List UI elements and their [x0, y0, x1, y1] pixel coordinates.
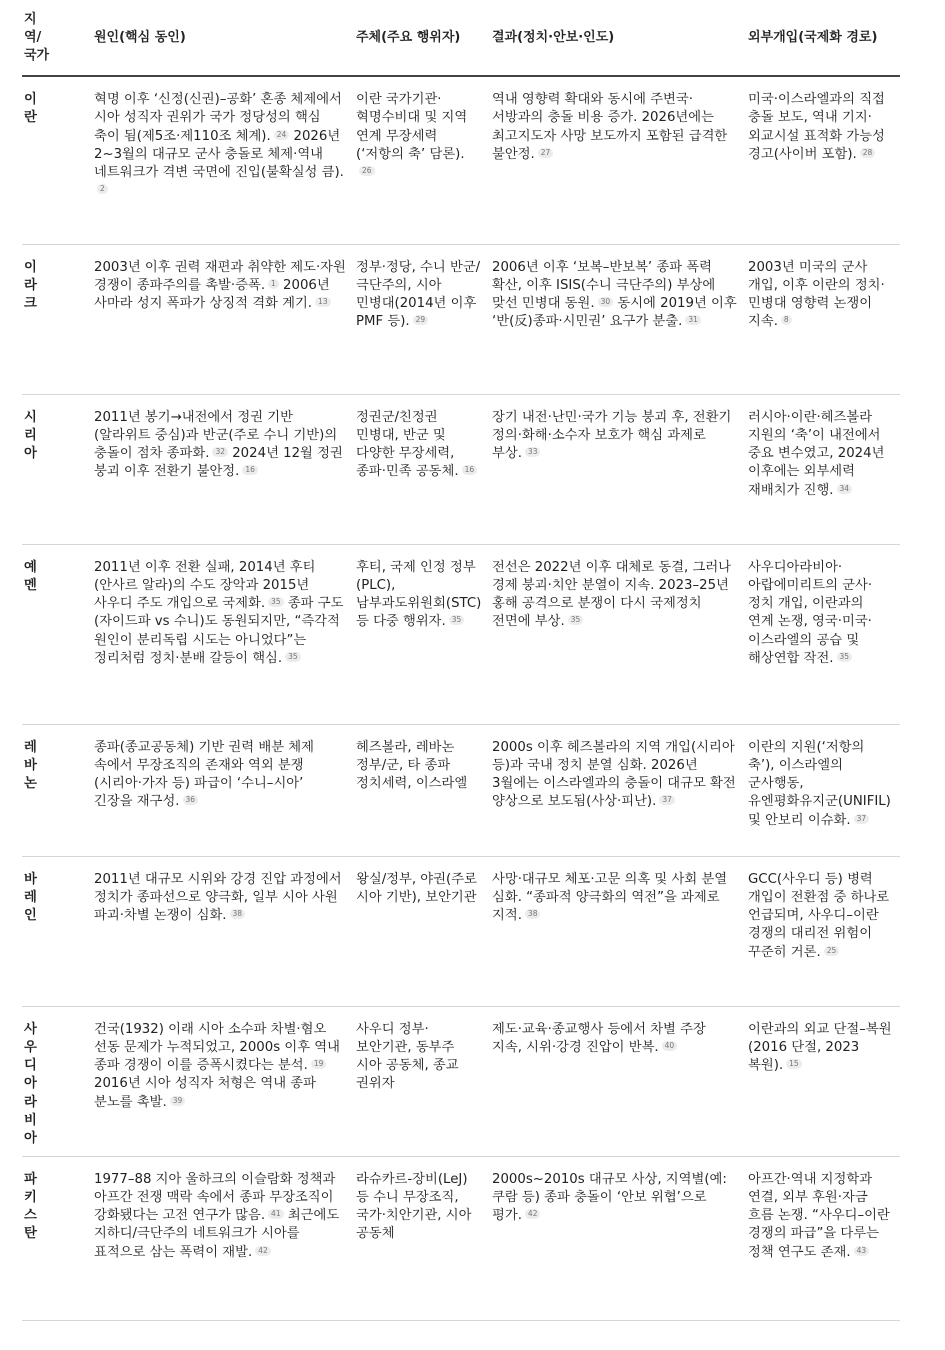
actors-text: 헤즈볼라, 레바논 정부/군, 타 종파 정치세력, 이스라엘 — [356, 739, 468, 792]
cause-cell — [92, 244, 354, 394]
actors-text: 후티, 국제 인정 정부(PLC), 남부과도위원회(STC) 등 다중 행위자. — [356, 559, 482, 630]
citation-badge[interactable]: 35 — [268, 597, 284, 607]
result-cell — [490, 544, 746, 724]
cause-cell — [92, 1006, 354, 1156]
citation-badge[interactable]: 19 — [311, 1059, 327, 1069]
cause-cell — [92, 1156, 354, 1320]
result-text: 동시에 2019년 이후 ‘반(反)종파·시민권’ 요구가 분출. — [492, 296, 737, 330]
citation-badge[interactable]: 13 — [315, 297, 331, 307]
result-text: 역내 영향력 확대와 동시에 주변국·서방과의 충돌 비용 증가. 2026년에는 최고지도자 사망 보도까지 포함된 급격한 불안정. — [492, 92, 728, 162]
citation-badge[interactable]: 30 — [598, 297, 614, 307]
citation-badge[interactable]: 15 — [786, 1059, 802, 1069]
actors-cell — [354, 394, 490, 544]
table-row — [22, 724, 900, 856]
region-name: 이란 — [24, 92, 37, 126]
intervention-text: 미국·이스라엘과의 직접 충돌 보도, 역내 기지·외교시설 표적화 가능성 경고(사이버 포함). — [748, 92, 885, 162]
result-text: 2000s 이후 헤즈볼라의 지역 개입(시리아 등)과 국내 정치 분열 심화. 2026년 3월에는 이스라엘과의 충돌이 대규모 확전 양상으로 보도됨(사상·피난). — [492, 739, 736, 810]
region-cell — [22, 544, 92, 724]
intervention-cell — [746, 724, 900, 856]
citation-badge[interactable]: 25 — [824, 946, 840, 956]
actors-text: 정부·정당, 수니 반군/극단주의, 시아 민병대(2014년 이후 PMF 등). — [356, 259, 481, 330]
intervention-cell — [746, 394, 900, 544]
result-cell — [490, 244, 746, 394]
region-cell — [22, 1006, 92, 1156]
actors-cell — [354, 544, 490, 724]
cause-text: 1977–88 지아 울하크의 이슬람화 정책과 아프간 전쟁 맥락 속에서 종파 무장조직이 강화됐다는 고전 연구가 많음. — [94, 1171, 336, 1224]
intervention-cell — [746, 1006, 900, 1156]
result-cell — [490, 856, 746, 1006]
intervention-text: 러시아·이란·헤즈볼라 지원의 ‘축’이 내전에서 중요 변수였고, 2024년 이후에는 외부세력 재배치가 진행. — [748, 409, 885, 498]
region-name: 시리아 — [24, 409, 37, 462]
region-name: 바레인 — [24, 871, 37, 924]
header-intervention: 외부개입(국제화 경로) — [746, 0, 900, 76]
table-row — [22, 244, 900, 394]
actors-text: 정권군/친정권 민병대, 반군 및 다양한 무장세력, 종파·민족 공동체. — [356, 409, 459, 480]
region-name: 레바논 — [24, 739, 37, 792]
citation-badge[interactable]: 16 — [462, 465, 478, 475]
citation-badge[interactable]: 2 — [97, 184, 108, 194]
result-text: 2000s~2010s 대규모 사상, 지역별(예: 쿠람 등) 종파 충돌이 ‘안보 위협’으로 평가. — [492, 1171, 727, 1224]
citation-badge[interactable]: 42 — [525, 1209, 541, 1219]
citation-badge[interactable]: 35 — [285, 652, 301, 662]
citation-badge[interactable]: 39 — [170, 1096, 186, 1106]
citation-badge[interactable]: 40 — [662, 1041, 678, 1051]
table-body — [22, 76, 900, 1320]
intervention-text: 이란의 지원(‘저항의 축’), 이스라엘의 군사행동, 유엔평화유지군(UNIFIL) 및 안보리 이슈화. — [748, 739, 891, 828]
actors-text: 이란 국가기관·혁명수비대 및 지역 연계 무장세력(‘저항의 축’ 담론). — [356, 92, 468, 162]
region-cell — [22, 1156, 92, 1320]
result-cell — [490, 76, 746, 244]
region-cell — [22, 724, 92, 856]
cause-text: 2024년 12월 정권 붕괴 이후 전환기 불안정. — [94, 446, 343, 480]
cause-cell — [92, 856, 354, 1006]
header-region-label: 지역/국가 — [24, 11, 50, 63]
intervention-cell — [746, 244, 900, 394]
header-result: 결과(정치·안보·인도) — [490, 0, 746, 76]
region-cell — [22, 394, 92, 544]
cause-cell — [92, 76, 354, 244]
cause-text: 종파 구도(자이드파 vs 수니)도 동원되지만, “즉각적 원인이 분리독립 시도는 아니었다”는 정리처럼 정치·분배 갈등이 핵심. — [94, 596, 344, 666]
citation-badge[interactable]: 38 — [230, 909, 246, 919]
cause-text: 2026년 2~3월의 대규모 군사 충돌로 체제·역내 네트워크가 격변 국면에 진입(불확실성 큼). — [94, 128, 344, 181]
citation-badge[interactable]: 16 — [242, 465, 258, 475]
region-name: 파키스탄 — [24, 1171, 37, 1242]
intervention-text: 2003년 미국의 군사 개입, 이후 이란의 정치·민병대 영향력 논쟁이 지속. — [748, 259, 885, 330]
result-cell — [490, 1156, 746, 1320]
cause-text: 건국(1932) 이래 시아 소수파 차별·혐오 선동 문제가 누적되었고, 2000s 이후 역내 종파 경쟁이 이를 증폭시켰다는 분석. — [94, 1021, 340, 1074]
actors-text: 라슈카르-장비(LeJ) 등 수니 무장조직, 국가·치안기관, 시아 공동체 — [356, 1171, 472, 1242]
region-cell — [22, 244, 92, 394]
header-region — [22, 0, 92, 76]
result-text: 전선은 2022년 이후 대체로 동결, 그러나 경제 붕괴·치안 분열이 지속. 2023–25년 홍해 공격으로 분쟁이 다시 국제정치 전면에 부상. — [492, 559, 732, 630]
citation-badge[interactable]: 32 — [212, 447, 228, 457]
region-cell — [22, 856, 92, 1006]
citation-badge[interactable]: 35 — [837, 652, 853, 662]
intervention-text: 아프간·역내 지정학과 연결, 외부 후원·자금 흐름 논쟁. “사우디–이란 경쟁의 파급”을 다루는 정책 연구도 존재. — [748, 1171, 890, 1260]
citation-badge[interactable]: 31 — [685, 315, 701, 325]
result-cell — [490, 724, 746, 856]
citation-badge[interactable]: 8 — [781, 315, 792, 325]
intervention-cell — [746, 856, 900, 1006]
citation-badge[interactable]: 1 — [268, 279, 279, 289]
table-row — [22, 544, 900, 724]
citation-badge[interactable]: 33 — [525, 447, 541, 457]
cause-text: 2011년 대규모 시위와 강경 진압 과정에서 정치가 종파선으로 양극화, 일부 시아 사원 파괴·차별 논쟁이 심화. — [94, 871, 342, 924]
cause-cell — [92, 724, 354, 856]
intervention-text: 이란과의 외교 단절–복원(2016 단절, 2023 복원). — [748, 1021, 892, 1074]
actors-cell — [354, 1156, 490, 1320]
result-text: 장기 내전·난민·국가 기능 붕괴 후, 전환기 정의·화해·소수자 보호가 핵심 과제로 부상. — [492, 409, 732, 462]
actors-text: 사우디 정부·보안기관, 동부주 시아 공동체, 종교 권위자 — [356, 1021, 459, 1092]
citation-badge[interactable]: 41 — [268, 1209, 284, 1219]
table-row — [22, 394, 900, 544]
intervention-cell — [746, 76, 900, 244]
result-text: 2006년 이후 ‘보복–반보복’ 종파 폭력 확산, 이후 ISIS(수니 극단주의) 부상에 맞선 민병대 동원. — [492, 259, 716, 312]
table-row — [22, 76, 900, 244]
citation-badge[interactable]: 42 — [255, 1246, 271, 1256]
result-cell — [490, 1006, 746, 1156]
citation-badge[interactable]: 37 — [854, 814, 870, 824]
actors-cell — [354, 856, 490, 1006]
citation-badge[interactable]: 28 — [860, 148, 876, 158]
citation-badge[interactable]: 35 — [449, 615, 465, 625]
intervention-cell — [746, 1156, 900, 1320]
intervention-text: 사우디아라비아·아랍에미리트의 군사·정치 개입, 이란과의 연계 논쟁, 영국·미국·이스라엘의 공습 및 해상연합 작전. — [748, 559, 873, 666]
cause-text: 2011년 이후 전환 실패, 2014년 후티(안사르 알라)의 수도 장악과 2015년 사우디 주도 개입으로 국제화. — [94, 559, 316, 612]
citation-badge[interactable]: 36 — [183, 795, 199, 805]
citation-badge[interactable]: 29 — [413, 315, 429, 325]
cause-text: 최근에도 지하디/극단주의 네트워크가 시아를 표적으로 삼는 폭력이 재발. — [94, 1208, 340, 1260]
cause-cell — [92, 544, 354, 724]
table-row — [22, 856, 900, 1006]
table-row — [22, 1006, 900, 1156]
intervention-cell — [746, 544, 900, 724]
region-name: 이라크 — [24, 259, 37, 312]
header-actors: 주체(주요 행위자) — [354, 0, 490, 76]
citation-badge[interactable]: 35 — [568, 615, 584, 625]
intervention-text: GCC(사우디 등) 병력 개입이 전환점 중 하나로 언급되며, 사우디–이란 경쟁의 대리전 위험이 꾸준히 거론. — [748, 871, 890, 960]
citation-badge[interactable]: 37 — [659, 795, 675, 805]
citation-badge[interactable]: 38 — [525, 909, 541, 919]
table-header-row — [22, 0, 900, 76]
citation-badge[interactable]: 26 — [359, 166, 375, 176]
cause-text: 혁명 이후 ‘신정(신권)–공화’ 혼종 체제에서 시아 성직자 권위가 국가 정당성의 핵심 축이 됨(제5조·제110조 체계). — [94, 92, 342, 144]
citation-badge[interactable]: 27 — [538, 148, 554, 158]
region-name: 예멘 — [24, 559, 37, 593]
actors-cell — [354, 244, 490, 394]
sectarian-conflict-table — [22, 0, 900, 1321]
actors-cell — [354, 76, 490, 244]
cause-text: 종파(종교공동체) 기반 권력 배분 체제 속에서 무장조직의 존재와 역외 분쟁(시리아·가자 등) 파급이 ‘수니–시아’ 긴장을 재구성. — [94, 739, 314, 810]
cause-cell — [92, 394, 354, 544]
result-text: 제도·교육·종교행사 등에서 차별 주장 지속, 시위·강경 진압이 반복. — [492, 1021, 706, 1055]
citation-badge[interactable]: 34 — [837, 484, 853, 494]
result-cell — [490, 394, 746, 544]
citation-badge[interactable]: 24 — [274, 130, 290, 140]
table-row — [22, 1156, 900, 1320]
actors-text: 왕실/정부, 야권(주로 시아 기반), 보안기관 — [356, 871, 477, 905]
actors-cell — [354, 1006, 490, 1156]
actors-cell — [354, 724, 490, 856]
cause-text: 2016년 시아 성직자 처형은 역내 종파 분노를 촉발. — [94, 1076, 316, 1110]
header-cause: 원인(핵심 동인) — [92, 0, 354, 76]
cause-text: 2011년 봉기→내전에서 정권 기반(알라위트 중심)과 반군(주로 수니 기반)의 충돌이 점차 종파화. — [94, 409, 338, 462]
region-cell — [22, 76, 92, 244]
cause-text: 2003년 이후 권력 재편과 취약한 제도·자원 경쟁이 종파주의를 촉발·증폭. — [94, 259, 346, 293]
region-name: 사우디아라비아 — [24, 1021, 37, 1147]
citation-badge[interactable]: 43 — [854, 1246, 870, 1256]
cause-text: 2006년 사마라 성지 폭파가 상징적 격화 계기. — [94, 277, 330, 312]
result-text: 사망·대규모 체포·고문 의혹 및 사회 분열 심화. “종파적 양극화의 역전”을 과제로 지적. — [492, 871, 728, 924]
